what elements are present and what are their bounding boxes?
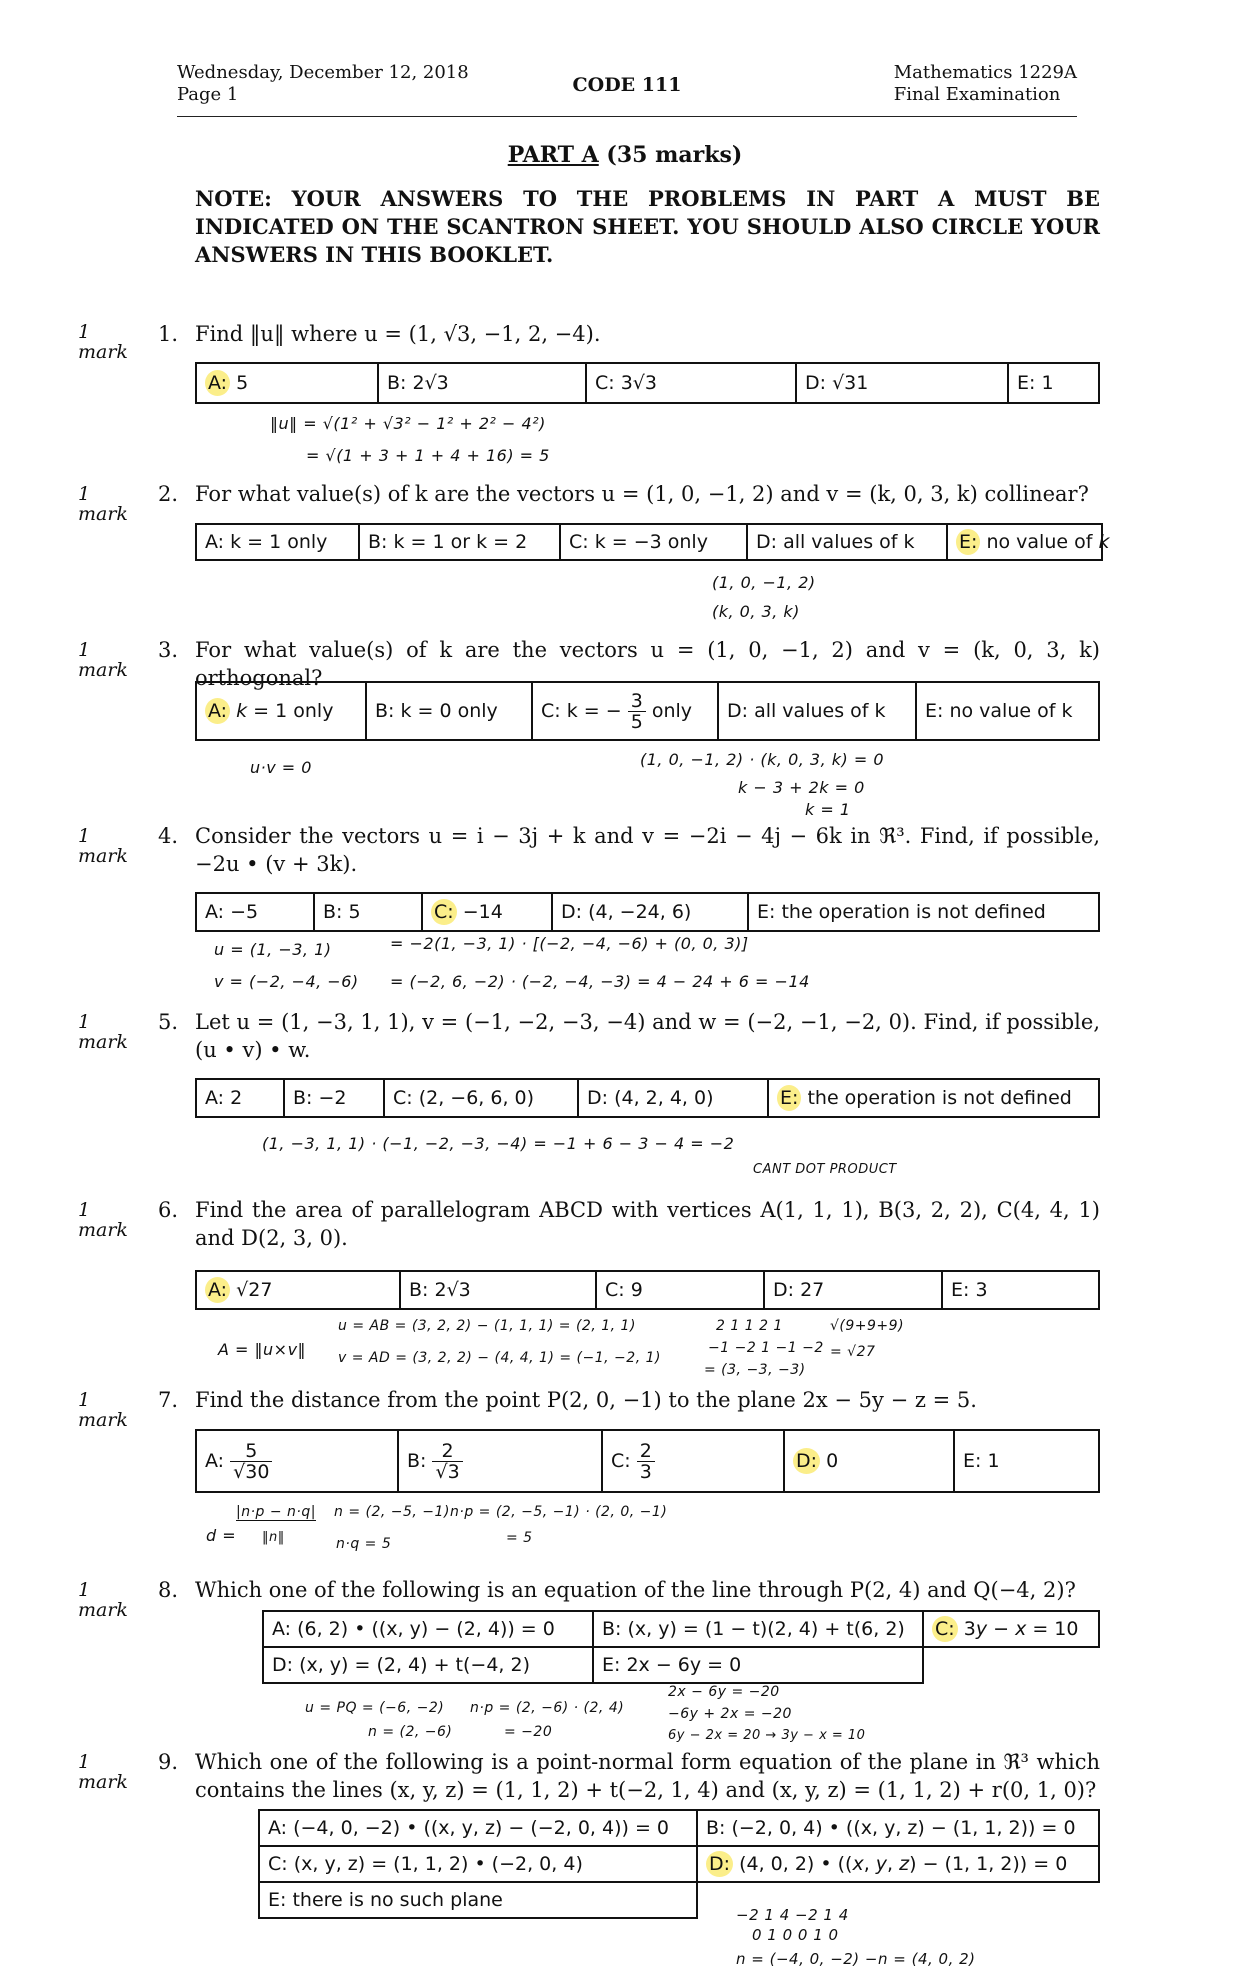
handwritten-work: (1, 0, −1, 2) (712, 573, 816, 592)
option-c[interactable]: C: (x, y, z) = (1, 1, 2) • (−2, 0, 4) (259, 1846, 697, 1882)
question-number: 2. (158, 482, 179, 506)
selected-highlight: C: (932, 1616, 958, 1642)
answer-options-q3 (195, 681, 1100, 741)
question-text: Find the distance from the point P(2, 0, −1) to the plane 2x − 5y − z = 5. (195, 1388, 977, 1412)
handwritten-work: (1, 0, −1, 2) · (k, 0, 3, k) = 0 (640, 750, 885, 769)
option-e[interactable]: E: no value of k (947, 524, 1102, 560)
option-c[interactable]: C: $\frac{2}{3}$ (602, 1430, 784, 1492)
handwritten-work: = −20 (504, 1724, 553, 1740)
handwritten-work: v = AD = (3, 2, 2) − (4, 4, 1) = (−1, −2, 1) (338, 1350, 661, 1366)
option-b[interactable]: B: $\frac{2}{√3}$ (398, 1430, 602, 1492)
question-text: Which one of the following is an equation of the line through P(2, 4) and Q(−4, 2)? (195, 1578, 1076, 1602)
question-number: 9. (158, 1750, 179, 1774)
selected-highlight: D: (793, 1448, 820, 1474)
handwritten-work: −6y + 2x = −20 (668, 1706, 792, 1722)
question-text: Which one of the following is a point-normal form equation of the plane in ℜ³ which contains the lines (x, y, z) = (1, 1, 2) + t(−2, 1, 4) and (x, y, z) = (1, 1, 2) + r(0, 1, 0)? (195, 1750, 1100, 1802)
handwritten-work: u = PQ = (−6, −2) (305, 1700, 445, 1716)
option-b[interactable]: B: k = 1 or k = 2 (359, 524, 560, 560)
option-e[interactable]: E: 1 (1008, 363, 1099, 403)
option-d[interactable]: D: 0 (784, 1430, 954, 1492)
selected-highlight: A: (205, 370, 230, 396)
handwritten-work: = (−2, 6, −2) · (−2, −4, −3) = 4 − 24 + 6 = −14 (390, 972, 810, 991)
mark-label: 1 mark (78, 1751, 128, 1793)
mark-label: 1 mark (78, 1199, 128, 1241)
handwritten-work: 0 1 0 0 1 0 (752, 1926, 839, 1944)
option-d[interactable]: D: 27 (764, 1271, 942, 1309)
scantron-note: NOTE: YOUR ANSWERS TO THE PROBLEMS IN PART A MUST BE INDICATED ON THE SCANTRON SHEET. YOU SHOULD ALSO CIRCLE YOUR ANSWERS IN THIS BOOKLET. (195, 186, 1100, 267)
option-c[interactable]: C: 9 (596, 1271, 764, 1309)
question-number: 8. (158, 1578, 179, 1602)
handwritten-work: |n·p − n·q| (236, 1504, 316, 1520)
option-e[interactable]: E: the operation is not defined (748, 893, 1099, 931)
option-e[interactable]: E: the operation is not defined (768, 1079, 1099, 1117)
mark-label: 1 mark (78, 1579, 128, 1621)
option-a[interactable]: A: 2 (196, 1079, 284, 1117)
option-a[interactable]: A: (−4, 0, −2) • ((x, y, z) − (−2, 0, 4)) = 0 (259, 1810, 697, 1846)
answer-options-q7 (195, 1429, 1100, 1493)
question-text: Consider the vectors u = i − 3j + k and v = −2i − 4j − 6k in ℜ³. Find, if possible, −2u • (v + 3k). (195, 824, 1100, 876)
page-header (177, 60, 1077, 117)
header-date: Wednesday, December 12, 2018 (177, 62, 469, 83)
selected-highlight: D: (706, 1851, 733, 1877)
handwritten-work: A = ‖u×v‖ (218, 1340, 307, 1359)
option-b[interactable]: B: 5 (314, 893, 422, 931)
question-text: For what value(s) of k are the vectors u = (1, 0, −1, 2) and v = (k, 0, 3, k) orthogonal? (195, 638, 1100, 690)
option-a[interactable]: A: (6, 2) • ((x, y) − (2, 4)) = 0 (263, 1611, 593, 1647)
handwritten-work: = −2(1, −3, 1) · [(−2, −4, −6) + (0, 0, 3)] (390, 934, 749, 953)
option-e[interactable]: E: no value of k (916, 682, 1099, 740)
handwritten-work: 2x − 6y = −20 (668, 1684, 780, 1700)
handwritten-work: k = 1 (805, 800, 851, 819)
handwritten-work: u = AB = (3, 2, 2) − (1, 1, 1) = (2, 1, 1) (338, 1318, 636, 1334)
fraction: $\frac{3}{5}$ (628, 691, 646, 732)
option-c[interactable]: C: 3√3 (586, 363, 796, 403)
selected-highlight: E: (777, 1085, 801, 1111)
mark-label: 1 mark (78, 1389, 128, 1431)
answer-options-q9 (258, 1809, 1100, 1919)
question-text: Find the area of parallelogram ABCD with vertices A(1, 1, 1), B(3, 2, 2), C(4, 4, 1) and D(2, 3, 0). (195, 1198, 1100, 1250)
answer-options-q2 (195, 523, 1110, 561)
option-b[interactable]: B: 2√3 (400, 1271, 596, 1309)
handwritten-note: CANT DOT PRODUCT (753, 1162, 897, 1177)
option-d[interactable]: D: (4, 2, 4, 0) (578, 1079, 768, 1117)
option-b[interactable]: B: −2 (284, 1079, 384, 1117)
handwritten-work: n = (2, −5, −1) (334, 1504, 450, 1520)
handwritten-work: −2 1 4 −2 1 4 (736, 1906, 849, 1924)
option-c[interactable]: C: −14 (422, 893, 552, 931)
selected-highlight: A: (205, 1277, 230, 1303)
answer-options-q8 (262, 1610, 1100, 1684)
handwritten-work: (k, 0, 3, k) (712, 602, 800, 621)
selected-highlight: A: (205, 698, 230, 724)
handwritten-work: v = (−2, −4, −6) (214, 972, 359, 991)
handwritten-work: ‖n‖ (262, 1530, 285, 1545)
handwritten-work: u = (1, −3, 1) (214, 940, 332, 959)
question-text: Find ‖u‖ where u = (1, √3, −1, 2, −4). (195, 322, 601, 346)
mark-label: 1 mark (78, 483, 128, 525)
part-title (0, 142, 1250, 168)
mark-label: 1 mark (78, 1011, 128, 1053)
option-b[interactable]: B: k = 0 only (366, 682, 532, 740)
handwritten-work: ‖u‖ = √(1² + √3² − 1² + 2² − 4²) (270, 414, 546, 433)
fraction: $\frac{2}{√3}$ (432, 1441, 462, 1482)
fraction: $\frac{2}{3}$ (637, 1441, 655, 1482)
header-exam: Final Examination (893, 84, 1061, 105)
handwritten-work: n·p = (2, −5, −1) · (2, 0, −1) (450, 1504, 668, 1520)
handwritten-work: 6y − 2x = 20 → 3y − x = 10 (668, 1728, 866, 1743)
option-c[interactable]: C: k = −3 only (560, 524, 747, 560)
option-b[interactable]: B: (−2, 0, 4) • ((x, y, z) − (1, 1, 2)) = 0 (697, 1810, 1099, 1846)
option-d[interactable]: D: √31 (796, 363, 1008, 403)
header-code: CODE 111 (572, 74, 682, 96)
handwritten-work: √(9+9+9) (830, 1318, 905, 1334)
option-a[interactable]: A: k = 1 only (196, 682, 366, 740)
option-d[interactable]: D: (x, y) = (2, 4) + t(−4, 2) (263, 1647, 593, 1683)
option-d[interactable]: D: all values of k (747, 524, 947, 560)
selected-highlight: C: (431, 899, 457, 925)
option-a[interactable]: A: √27 (196, 1271, 400, 1309)
header-right (894, 62, 1077, 106)
handwritten-work: n·q = 5 (336, 1536, 392, 1552)
question-number: 3. (158, 638, 179, 662)
question-number: 4. (158, 824, 179, 848)
handwritten-work: n·p = (2, −6) · (2, 4) (470, 1700, 625, 1716)
header-course: Mathematics 1229A (893, 62, 1077, 83)
handwritten-work: n = (2, −6) (368, 1724, 453, 1740)
header-page: Page 1 (177, 84, 239, 105)
handwritten-work: n = (−4, 0, −2) −n = (4, 0, 2) (736, 1950, 976, 1968)
handwritten-work: = √27 (830, 1344, 876, 1360)
question-text: For what value(s) of k are the vectors u = (1, 0, −1, 2) and v = (k, 0, 3, k) collinear? (195, 482, 1089, 506)
mark-label: 1 mark (78, 825, 128, 867)
option-d[interactable]: D: (4, 0, 2) • ((x, y, z) − (1, 1, 2)) = 0 (697, 1846, 1099, 1882)
question-number: 7. (158, 1388, 179, 1412)
part-name: PART A (507, 142, 599, 168)
option-a[interactable]: A: $\frac{5}{√30}$ (196, 1430, 398, 1492)
answer-options-q1 (195, 362, 1100, 404)
option-e[interactable]: E: there is no such plane (259, 1882, 697, 1918)
handwritten-work: −1 −2 1 −1 −2 (708, 1340, 824, 1356)
handwritten-work: = √(1 + 3 + 1 + 4 + 16) = 5 (306, 446, 550, 465)
mark-label: 1 mark (78, 321, 128, 363)
handwritten-work: k − 3 + 2k = 0 (738, 778, 865, 797)
option-e[interactable]: E: 2x − 6y = 0 (593, 1647, 923, 1683)
option-b[interactable]: B: 2√3 (378, 363, 586, 403)
option-a[interactable]: A: 5 (196, 363, 378, 403)
option-c[interactable]: C: 3y − x = 10 (923, 1611, 1099, 1647)
mark-label: 1 mark (78, 639, 128, 681)
question-number: 1. (158, 322, 179, 346)
option-d[interactable]: D: (4, −24, 6) (552, 893, 748, 931)
handwritten-work: d = (206, 1526, 237, 1545)
question-number: 5. (158, 1010, 179, 1034)
option-b[interactable]: B: (x, y) = (1 − t)(2, 4) + t(6, 2) (593, 1611, 923, 1647)
question-text: Let u = (1, −3, 1, 1), v = (−1, −2, −3, −4) and w = (−2, −1, −2, 0). Find, if possible, (u • v) • w. (195, 1010, 1100, 1062)
handwritten-work: = (3, −3, −3) (704, 1362, 806, 1378)
answer-options-q4 (195, 892, 1100, 932)
option-e[interactable]: E: 1 (954, 1430, 1099, 1492)
option-a[interactable]: A: k = 1 only (196, 524, 359, 560)
option-a[interactable]: A: −5 (196, 893, 314, 931)
handwritten-work: 2 1 1 2 1 (716, 1318, 783, 1334)
option-c[interactable]: C: k = − $\frac{3}{5}$ only (532, 682, 718, 740)
answer-options-q5 (195, 1078, 1100, 1118)
fraction: $\frac{5}{√30}$ (230, 1441, 272, 1482)
question-number: 6. (158, 1198, 179, 1222)
part-marks: (35 marks) (606, 142, 743, 168)
option-d[interactable]: D: all values of k (718, 682, 916, 740)
handwritten-work: = 5 (506, 1530, 533, 1546)
selected-highlight: E: (956, 529, 980, 555)
option-c[interactable]: C: (2, −6, 6, 0) (384, 1079, 578, 1117)
option-e[interactable]: E: 3 (942, 1271, 1099, 1309)
handwritten-work: (1, −3, 1, 1) · (−1, −2, −3, −4) = −1 + 6 − 3 − 4 = −2 (262, 1134, 735, 1153)
handwritten-work: u·v = 0 (250, 758, 312, 777)
answer-options-q6 (195, 1270, 1100, 1310)
